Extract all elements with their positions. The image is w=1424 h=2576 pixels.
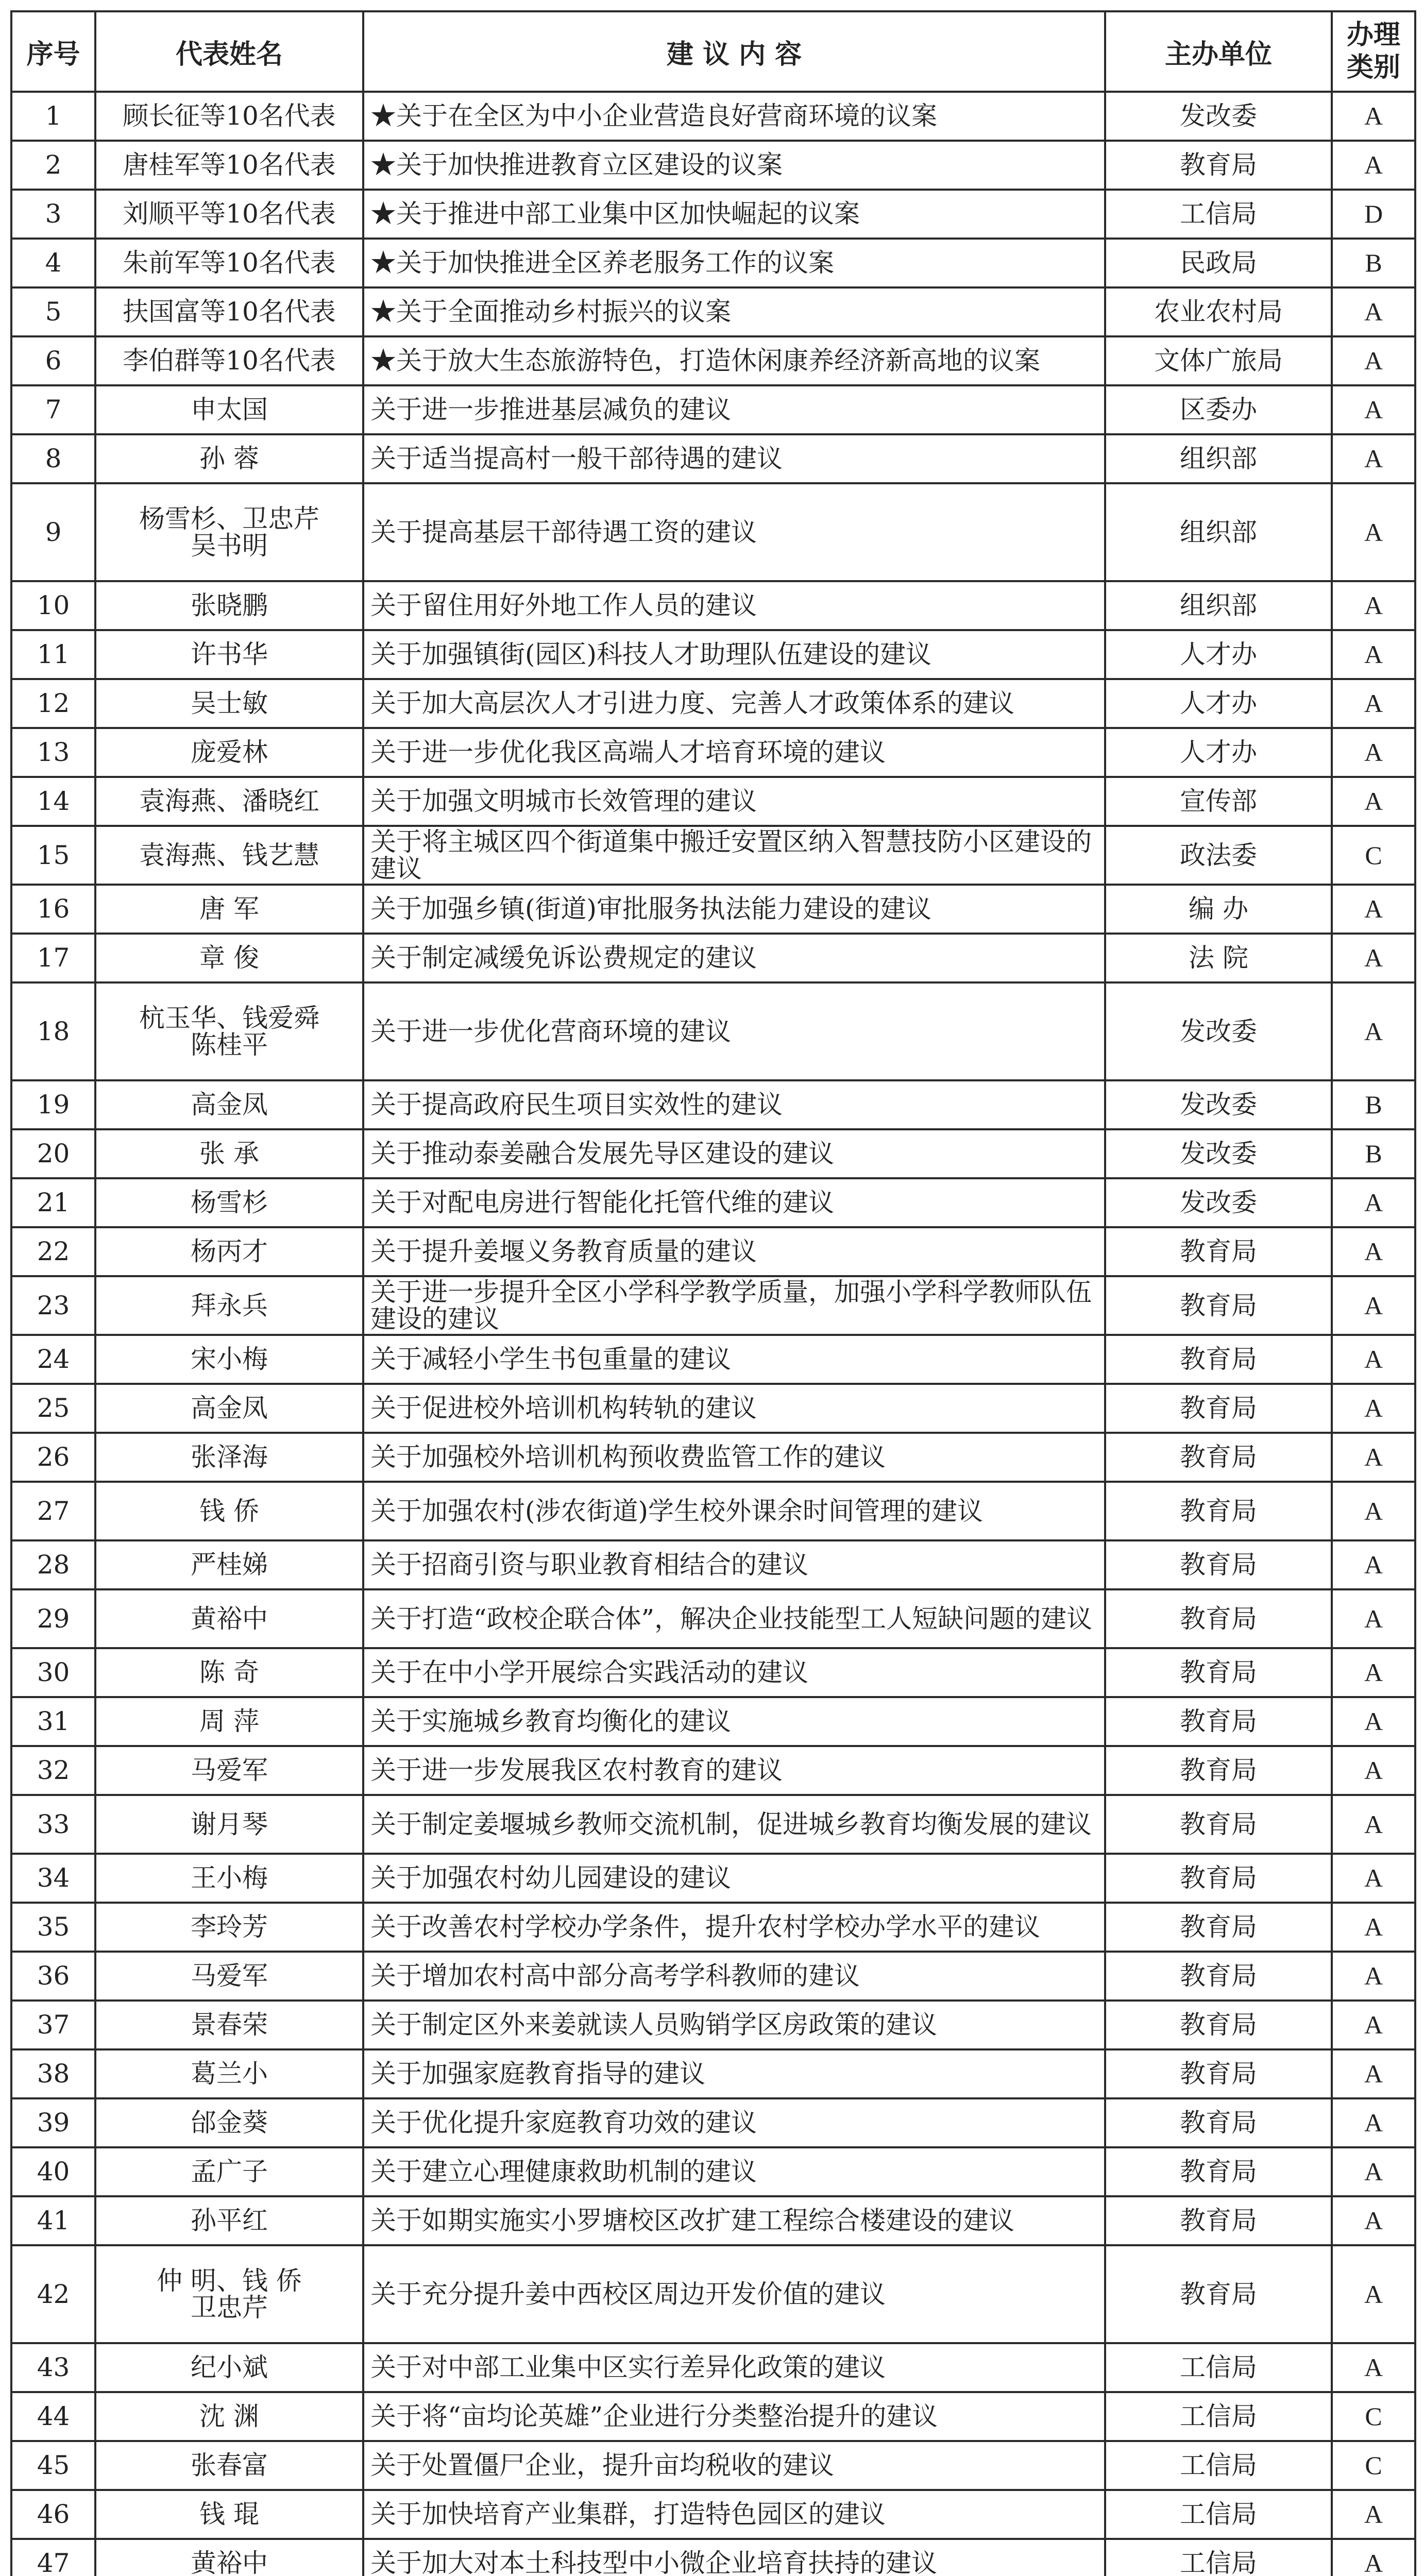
delegate-name: 杨雪杉 bbox=[95, 1178, 363, 1227]
host-unit: 教育局 bbox=[1105, 1482, 1332, 1540]
suggestion-content: 关于推动泰姜融合发展先导区建设的建议 bbox=[363, 1129, 1105, 1178]
suggestion-content: 关于加大高层次人才引进力度、完善人才政策体系的建议 bbox=[363, 679, 1105, 728]
row-number: 23 bbox=[11, 1276, 95, 1335]
row-number: 43 bbox=[11, 2343, 95, 2392]
handling-category: A bbox=[1332, 1952, 1415, 2001]
row-number: 44 bbox=[11, 2392, 95, 2441]
delegate-name: 吴士敏 bbox=[95, 679, 363, 728]
delegate-name: 张晓鹏 bbox=[95, 581, 363, 630]
suggestion-content: 关于提升姜堰义务教育质量的建议 bbox=[363, 1227, 1105, 1276]
handling-category: A bbox=[1332, 2147, 1415, 2196]
suggestion-content: 关于将“亩均论英雄”企业进行分类整治提升的建议 bbox=[363, 2392, 1105, 2441]
delegate-name: 朱前军等10名代表 bbox=[95, 239, 363, 287]
suggestion-content: 关于制定区外来姜就读人员购销学区房政策的建议 bbox=[363, 2001, 1105, 2049]
delegate-name: 黄裕中 bbox=[95, 1589, 363, 1648]
row-number: 32 bbox=[11, 1746, 95, 1795]
suggestion-content: 关于如期实施实小罗塘校区改扩建工程综合楼建设的建议 bbox=[363, 2196, 1105, 2245]
suggestion-content: 关于加强镇街(园区)科技人才助理队伍建设的建议 bbox=[363, 630, 1105, 679]
host-unit: 发改委 bbox=[1105, 1080, 1332, 1129]
suggestion-content: 关于进一步优化我区高端人才培育环境的建议 bbox=[363, 728, 1105, 777]
row-number: 37 bbox=[11, 2001, 95, 2049]
row-number: 38 bbox=[11, 2049, 95, 2098]
table-row bbox=[11, 336, 1415, 385]
delegate-name: 李伯群等10名代表 bbox=[95, 336, 363, 385]
suggestion-content: 关于制定姜堰城乡教师交流机制，促进城乡教育均衡发展的建议 bbox=[363, 1795, 1105, 1854]
row-number: 10 bbox=[11, 581, 95, 630]
table-row bbox=[11, 1384, 1415, 1433]
suggestion-content: 关于打造“政校企联合体”，解决企业技能型工人短缺问题的建议 bbox=[363, 1589, 1105, 1648]
host-unit: 发改委 bbox=[1105, 982, 1332, 1080]
table-row bbox=[11, 982, 1415, 1080]
table-row bbox=[11, 1482, 1415, 1540]
delegate-name: 黄裕中 bbox=[95, 2539, 363, 2576]
handling-category: A bbox=[1332, 385, 1415, 434]
suggestion-content: 关于优化提升家庭教育功效的建议 bbox=[363, 2098, 1105, 2147]
row-number: 25 bbox=[11, 1384, 95, 1433]
host-unit: 教育局 bbox=[1105, 1433, 1332, 1482]
host-unit: 教育局 bbox=[1105, 2001, 1332, 2049]
row-number: 14 bbox=[11, 777, 95, 826]
row-number: 30 bbox=[11, 1648, 95, 1697]
table-row bbox=[11, 2196, 1415, 2245]
table-row bbox=[11, 581, 1415, 630]
suggestion-content: 关于留住用好外地工作人员的建议 bbox=[363, 581, 1105, 630]
host-unit: 教育局 bbox=[1105, 1697, 1332, 1746]
suggestion-content: ★关于加快推进全区养老服务工作的议案 bbox=[363, 239, 1105, 287]
table-row bbox=[11, 1540, 1415, 1589]
table-row bbox=[11, 1276, 1415, 1335]
header-content: 建 议 内 容 bbox=[363, 11, 1105, 92]
delegate-name: 王小梅 bbox=[95, 1854, 363, 1903]
table-row bbox=[11, 190, 1415, 239]
host-unit: 组织部 bbox=[1105, 483, 1332, 581]
host-unit: 教育局 bbox=[1105, 1335, 1332, 1384]
row-number: 29 bbox=[11, 1589, 95, 1648]
row-number: 20 bbox=[11, 1129, 95, 1178]
suggestion-content: 关于加大对本土科技型中小微企业培育扶持的建议 bbox=[363, 2539, 1105, 2576]
handling-category: A bbox=[1332, 1178, 1415, 1227]
row-number: 8 bbox=[11, 434, 95, 483]
handling-category: A bbox=[1332, 1227, 1415, 1276]
host-unit: 编 办 bbox=[1105, 885, 1332, 934]
table-row bbox=[11, 2001, 1415, 2049]
header-no: 序号 bbox=[11, 11, 95, 92]
row-number: 11 bbox=[11, 630, 95, 679]
row-number: 6 bbox=[11, 336, 95, 385]
suggestion-content: 关于充分提升姜中西校区周边开发价值的建议 bbox=[363, 2245, 1105, 2343]
table-row bbox=[11, 2245, 1415, 2343]
row-number: 3 bbox=[11, 190, 95, 239]
handling-category: A bbox=[1332, 2245, 1415, 2343]
handling-category: A bbox=[1332, 1433, 1415, 1482]
table-row bbox=[11, 483, 1415, 581]
handling-category: A bbox=[1332, 336, 1415, 385]
delegate-name: 庞爱林 bbox=[95, 728, 363, 777]
delegate-name: 扶国富等10名代表 bbox=[95, 287, 363, 336]
host-unit: 工信局 bbox=[1105, 190, 1332, 239]
table-row bbox=[11, 1589, 1415, 1648]
row-number: 18 bbox=[11, 982, 95, 1080]
table-row bbox=[11, 1227, 1415, 1276]
handling-category: D bbox=[1332, 190, 1415, 239]
host-unit: 人才办 bbox=[1105, 630, 1332, 679]
row-number: 33 bbox=[11, 1795, 95, 1854]
handling-category: A bbox=[1332, 1903, 1415, 1952]
suggestion-content: 关于进一步推进基层减负的建议 bbox=[363, 385, 1105, 434]
host-unit: 工信局 bbox=[1105, 2441, 1332, 2490]
delegate-name: 许书华 bbox=[95, 630, 363, 679]
delegate-name: 高金凤 bbox=[95, 1384, 363, 1433]
suggestion-content: 关于进一步优化营商环境的建议 bbox=[363, 982, 1105, 1080]
delegate-name: 申太国 bbox=[95, 385, 363, 434]
handling-category: A bbox=[1332, 679, 1415, 728]
delegate-name: 钱 侨 bbox=[95, 1482, 363, 1540]
delegate-name: 仲 明、钱 侨 卫忠芹 bbox=[95, 2245, 363, 2343]
delegate-name: 孟广子 bbox=[95, 2147, 363, 2196]
suggestion-content: ★关于在全区为中小企业营造良好营商环境的议案 bbox=[363, 92, 1105, 141]
table-row bbox=[11, 239, 1415, 287]
suggestion-content: ★关于加快推进教育立区建设的议案 bbox=[363, 141, 1105, 190]
delegate-name: 陈 奇 bbox=[95, 1648, 363, 1697]
table-row bbox=[11, 2343, 1415, 2392]
delegate-name: 杨雪杉、卫忠芹 吴书明 bbox=[95, 483, 363, 581]
delegate-name: 拜永兵 bbox=[95, 1276, 363, 1335]
suggestion-content: 关于进一步发展我区农村教育的建议 bbox=[363, 1746, 1105, 1795]
row-number: 28 bbox=[11, 1540, 95, 1589]
handling-category: A bbox=[1332, 630, 1415, 679]
host-unit: 教育局 bbox=[1105, 1795, 1332, 1854]
row-number: 45 bbox=[11, 2441, 95, 2490]
table-row bbox=[11, 679, 1415, 728]
delegate-name: 周 萍 bbox=[95, 1697, 363, 1746]
row-number: 4 bbox=[11, 239, 95, 287]
header-name: 代表姓名 bbox=[95, 11, 363, 92]
delegate-name: 沈 渊 bbox=[95, 2392, 363, 2441]
delegate-name: 高金凤 bbox=[95, 1080, 363, 1129]
table-row bbox=[11, 92, 1415, 141]
handling-category: B bbox=[1332, 1080, 1415, 1129]
table-row bbox=[11, 2441, 1415, 2490]
row-number: 17 bbox=[11, 934, 95, 982]
row-number: 46 bbox=[11, 2490, 95, 2539]
suggestion-content: 关于加快培育产业集群，打造特色园区的建议 bbox=[363, 2490, 1105, 2539]
host-unit: 工信局 bbox=[1105, 2539, 1332, 2576]
delegate-name: 张泽海 bbox=[95, 1433, 363, 1482]
handling-category: A bbox=[1332, 1276, 1415, 1335]
document-page bbox=[10, 10, 1414, 2576]
host-unit: 人才办 bbox=[1105, 728, 1332, 777]
row-number: 36 bbox=[11, 1952, 95, 2001]
host-unit: 教育局 bbox=[1105, 2049, 1332, 2098]
row-number: 27 bbox=[11, 1482, 95, 1540]
host-unit: 法 院 bbox=[1105, 934, 1332, 982]
table-row bbox=[11, 777, 1415, 826]
suggestion-content: 关于加强乡镇(街道)审批服务执法能力建设的建议 bbox=[363, 885, 1105, 934]
host-unit: 教育局 bbox=[1105, 1276, 1332, 1335]
handling-category: A bbox=[1332, 1384, 1415, 1433]
handling-category: A bbox=[1332, 1795, 1415, 1854]
handling-category: A bbox=[1332, 2049, 1415, 2098]
host-unit: 宣传部 bbox=[1105, 777, 1332, 826]
delegate-name: 唐桂军等10名代表 bbox=[95, 141, 363, 190]
handling-category: A bbox=[1332, 728, 1415, 777]
row-number: 5 bbox=[11, 287, 95, 336]
table-row bbox=[11, 2490, 1415, 2539]
row-number: 19 bbox=[11, 1080, 95, 1129]
suggestion-content: 关于减轻小学生书包重量的建议 bbox=[363, 1335, 1105, 1384]
row-number: 12 bbox=[11, 679, 95, 728]
suggestion-content: 关于招商引资与职业教育相结合的建议 bbox=[363, 1540, 1105, 1589]
row-number: 47 bbox=[11, 2539, 95, 2576]
delegate-name: 葛兰小 bbox=[95, 2049, 363, 2098]
delegate-name: 严桂娣 bbox=[95, 1540, 363, 1589]
host-unit: 教育局 bbox=[1105, 1903, 1332, 1952]
handling-category: A bbox=[1332, 2490, 1415, 2539]
delegate-name: 顾长征等10名代表 bbox=[95, 92, 363, 141]
host-unit: 民政局 bbox=[1105, 239, 1332, 287]
table-row bbox=[11, 1697, 1415, 1746]
suggestion-content: 关于建立心理健康救助机制的建议 bbox=[363, 2147, 1105, 2196]
row-number: 16 bbox=[11, 885, 95, 934]
table-row bbox=[11, 1854, 1415, 1903]
host-unit: 教育局 bbox=[1105, 1384, 1332, 1433]
handling-category: A bbox=[1332, 2001, 1415, 2049]
table-row bbox=[11, 885, 1415, 934]
suggestion-content: 关于在中小学开展综合实践活动的建议 bbox=[363, 1648, 1105, 1697]
host-unit: 教育局 bbox=[1105, 1746, 1332, 1795]
host-unit: 教育局 bbox=[1105, 2147, 1332, 2196]
table-row bbox=[11, 434, 1415, 483]
suggestion-content: 关于促进校外培训机构转轨的建议 bbox=[363, 1384, 1105, 1433]
handling-category: A bbox=[1332, 1648, 1415, 1697]
table-row bbox=[11, 1335, 1415, 1384]
host-unit: 教育局 bbox=[1105, 1854, 1332, 1903]
header-category-text: 办理类别 bbox=[1346, 19, 1400, 83]
handling-category: B bbox=[1332, 239, 1415, 287]
table-header-row bbox=[11, 11, 1415, 92]
suggestion-content: 关于提高基层干部待遇工资的建议 bbox=[363, 483, 1105, 581]
handling-category: A bbox=[1332, 483, 1415, 581]
handling-category: A bbox=[1332, 1697, 1415, 1746]
table-row bbox=[11, 287, 1415, 336]
suggestion-table bbox=[10, 10, 1416, 2576]
handling-category: A bbox=[1332, 1335, 1415, 1384]
table-row bbox=[11, 2049, 1415, 2098]
suggestion-content: 关于处置僵尸企业，提升亩均税收的建议 bbox=[363, 2441, 1105, 2490]
row-number: 13 bbox=[11, 728, 95, 777]
suggestion-content: 关于改善农村学校办学条件，提升农村学校办学水平的建议 bbox=[363, 1903, 1105, 1952]
handling-category: A bbox=[1332, 287, 1415, 336]
suggestion-content: 关于加强农村(涉农街道)学生校外课余时间管理的建议 bbox=[363, 1482, 1105, 1540]
suggestion-content: 关于制定减缓免诉讼费规定的建议 bbox=[363, 934, 1105, 982]
row-number: 15 bbox=[11, 826, 95, 885]
handling-category: A bbox=[1332, 2343, 1415, 2392]
delegate-name: 杨丙才 bbox=[95, 1227, 363, 1276]
host-unit: 教育局 bbox=[1105, 1227, 1332, 1276]
table-row bbox=[11, 1178, 1415, 1227]
host-unit: 教育局 bbox=[1105, 1540, 1332, 1589]
delegate-name: 纪小斌 bbox=[95, 2343, 363, 2392]
suggestion-content: 关于对中部工业集中区实行差异化政策的建议 bbox=[363, 2343, 1105, 2392]
row-number: 22 bbox=[11, 1227, 95, 1276]
delegate-name: 景春荣 bbox=[95, 2001, 363, 2049]
suggestion-content: ★关于推进中部工业集中区加快崛起的议案 bbox=[363, 190, 1105, 239]
delegate-name: 孙平红 bbox=[95, 2196, 363, 2245]
row-number: 26 bbox=[11, 1433, 95, 1482]
delegate-name: 宋小梅 bbox=[95, 1335, 363, 1384]
suggestion-content: ★关于全面推动乡村振兴的议案 bbox=[363, 287, 1105, 336]
delegate-name: 钱 琨 bbox=[95, 2490, 363, 2539]
host-unit: 发改委 bbox=[1105, 1178, 1332, 1227]
suggestion-content: 关于增加农村高中部分高考学科教师的建议 bbox=[363, 1952, 1105, 2001]
delegate-name: 邰金葵 bbox=[95, 2098, 363, 2147]
host-unit: 工信局 bbox=[1105, 2343, 1332, 2392]
table-row bbox=[11, 826, 1415, 885]
table-row bbox=[11, 1648, 1415, 1697]
delegate-name: 孙 蓉 bbox=[95, 434, 363, 483]
host-unit: 发改委 bbox=[1105, 92, 1332, 141]
row-number: 31 bbox=[11, 1697, 95, 1746]
delegate-name: 张 承 bbox=[95, 1129, 363, 1178]
host-unit: 发改委 bbox=[1105, 1129, 1332, 1178]
host-unit: 人才办 bbox=[1105, 679, 1332, 728]
row-number: 42 bbox=[11, 2245, 95, 2343]
row-number: 34 bbox=[11, 1854, 95, 1903]
row-number: 41 bbox=[11, 2196, 95, 2245]
row-number: 39 bbox=[11, 2098, 95, 2147]
table-row bbox=[11, 141, 1415, 190]
host-unit: 教育局 bbox=[1105, 1648, 1332, 1697]
suggestion-content: 关于加强家庭教育指导的建议 bbox=[363, 2049, 1105, 2098]
header-category bbox=[1332, 11, 1415, 92]
suggestion-content: 关于加强农村幼儿园建设的建议 bbox=[363, 1854, 1105, 1903]
handling-category: C bbox=[1332, 2441, 1415, 2490]
handling-category: A bbox=[1332, 1589, 1415, 1648]
delegate-name: 杭玉华、钱爱舜 陈桂平 bbox=[95, 982, 363, 1080]
delegate-name: 章 俊 bbox=[95, 934, 363, 982]
delegate-name: 谢月琴 bbox=[95, 1795, 363, 1854]
handling-category: C bbox=[1332, 826, 1415, 885]
table-row bbox=[11, 630, 1415, 679]
delegate-name: 马爱军 bbox=[95, 1746, 363, 1795]
handling-category: A bbox=[1332, 2539, 1415, 2576]
table-row bbox=[11, 2098, 1415, 2147]
suggestion-content: 关于将主城区四个街道集中搬迁安置区纳入智慧技防小区建设的建议 bbox=[363, 826, 1105, 885]
delegate-name: 张春富 bbox=[95, 2441, 363, 2490]
handling-category: B bbox=[1332, 1129, 1415, 1178]
handling-category: A bbox=[1332, 2098, 1415, 2147]
host-unit: 工信局 bbox=[1105, 2392, 1332, 2441]
handling-category: A bbox=[1332, 885, 1415, 934]
handling-category: A bbox=[1332, 581, 1415, 630]
table-row bbox=[11, 1746, 1415, 1795]
suggestion-content: 关于提高政府民生项目实效性的建议 bbox=[363, 1080, 1105, 1129]
host-unit: 教育局 bbox=[1105, 1952, 1332, 2001]
delegate-name: 唐 军 bbox=[95, 885, 363, 934]
table-row bbox=[11, 1129, 1415, 1178]
suggestion-content: 关于适当提高村一般干部待遇的建议 bbox=[363, 434, 1105, 483]
table-row bbox=[11, 385, 1415, 434]
handling-category: A bbox=[1332, 1540, 1415, 1589]
host-unit: 教育局 bbox=[1105, 2245, 1332, 2343]
handling-category: A bbox=[1332, 982, 1415, 1080]
table-row bbox=[11, 934, 1415, 982]
suggestion-content: 关于进一步提升全区小学科学教学质量，加强小学科学教师队伍建设的建议 bbox=[363, 1276, 1105, 1335]
suggestion-content: ★关于放大生态旅游特色，打造休闲康养经济新高地的议案 bbox=[363, 336, 1105, 385]
row-number: 2 bbox=[11, 141, 95, 190]
row-number: 9 bbox=[11, 483, 95, 581]
table-row bbox=[11, 2539, 1415, 2576]
handling-category: A bbox=[1332, 1482, 1415, 1540]
header-unit: 主办单位 bbox=[1105, 11, 1332, 92]
suggestion-content: 关于对配电房进行智能化托管代维的建议 bbox=[363, 1178, 1105, 1227]
handling-category: A bbox=[1332, 92, 1415, 141]
table-row bbox=[11, 1952, 1415, 2001]
delegate-name: 袁海燕、潘晓红 bbox=[95, 777, 363, 826]
table-row bbox=[11, 1903, 1415, 1952]
host-unit: 区委办 bbox=[1105, 385, 1332, 434]
host-unit: 教育局 bbox=[1105, 1589, 1332, 1648]
host-unit: 教育局 bbox=[1105, 141, 1332, 190]
row-number: 35 bbox=[11, 1903, 95, 1952]
host-unit: 组织部 bbox=[1105, 581, 1332, 630]
suggestion-content: 关于加强校外培训机构预收费监管工作的建议 bbox=[363, 1433, 1105, 1482]
host-unit: 教育局 bbox=[1105, 2098, 1332, 2147]
table-row bbox=[11, 1080, 1415, 1129]
handling-category: A bbox=[1332, 141, 1415, 190]
handling-category: A bbox=[1332, 2196, 1415, 2245]
table-row bbox=[11, 2392, 1415, 2441]
row-number: 40 bbox=[11, 2147, 95, 2196]
host-unit: 文体广旅局 bbox=[1105, 336, 1332, 385]
host-unit: 工信局 bbox=[1105, 2490, 1332, 2539]
row-number: 21 bbox=[11, 1178, 95, 1227]
host-unit: 农业农村局 bbox=[1105, 287, 1332, 336]
table-row bbox=[11, 728, 1415, 777]
delegate-name: 刘顺平等10名代表 bbox=[95, 190, 363, 239]
table-row bbox=[11, 1433, 1415, 1482]
handling-category: A bbox=[1332, 434, 1415, 483]
handling-category: A bbox=[1332, 777, 1415, 826]
handling-category: A bbox=[1332, 1854, 1415, 1903]
handling-category: C bbox=[1332, 2392, 1415, 2441]
row-number: 24 bbox=[11, 1335, 95, 1384]
host-unit: 组织部 bbox=[1105, 434, 1332, 483]
delegate-name: 袁海燕、钱艺慧 bbox=[95, 826, 363, 885]
suggestion-content: 关于实施城乡教育均衡化的建议 bbox=[363, 1697, 1105, 1746]
suggestion-content: 关于加强文明城市长效管理的建议 bbox=[363, 777, 1105, 826]
handling-category: A bbox=[1332, 934, 1415, 982]
row-number: 7 bbox=[11, 385, 95, 434]
delegate-name: 李玲芳 bbox=[95, 1903, 363, 1952]
delegate-name: 马爱军 bbox=[95, 1952, 363, 2001]
table-row bbox=[11, 1795, 1415, 1854]
row-number: 1 bbox=[11, 92, 95, 141]
host-unit: 政法委 bbox=[1105, 826, 1332, 885]
table-row bbox=[11, 2147, 1415, 2196]
host-unit: 教育局 bbox=[1105, 2196, 1332, 2245]
handling-category: A bbox=[1332, 1746, 1415, 1795]
